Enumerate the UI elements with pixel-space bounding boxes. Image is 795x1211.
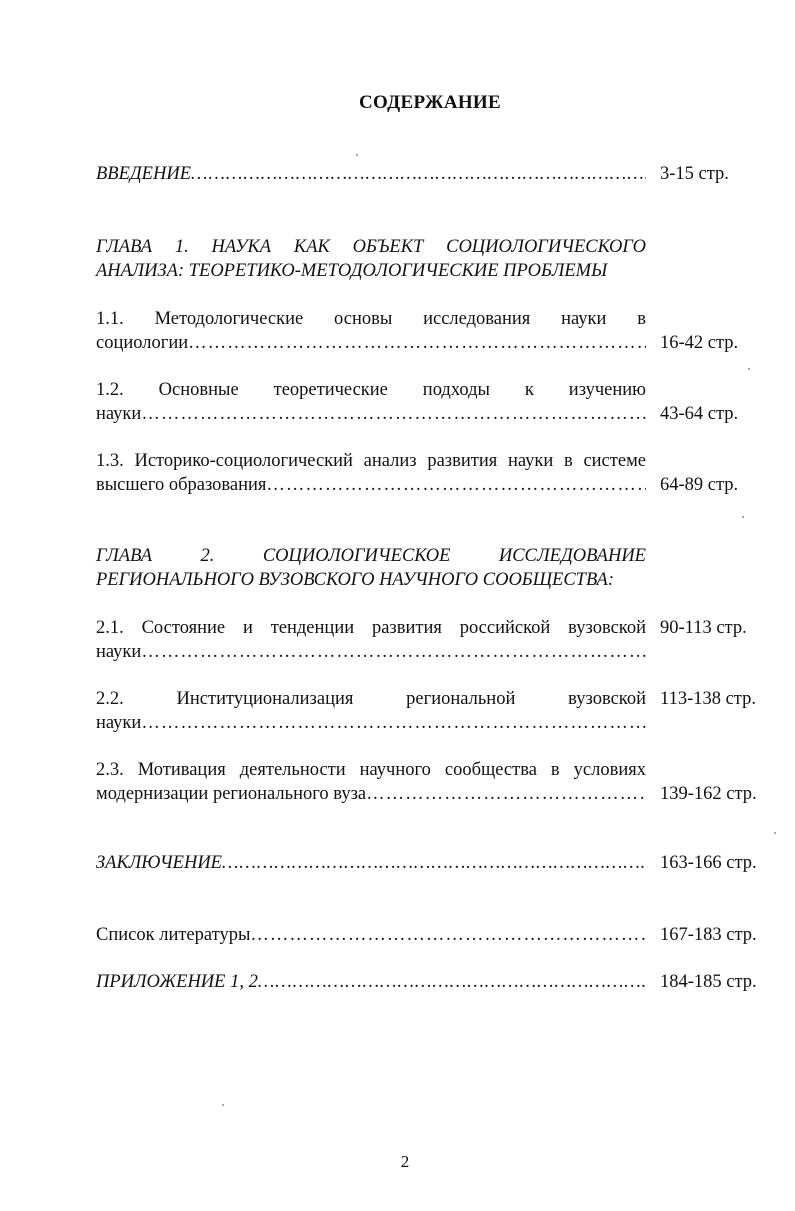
toc-entry-line: 2.2. Институционализация региональной вузовской	[96, 689, 646, 709]
toc-entry-1-2	[96, 378, 646, 426]
scan-speck	[742, 516, 744, 518]
leader-dots	[366, 784, 646, 804]
toc-page-ref: 64-89 стр.	[660, 475, 739, 495]
scan-speck	[222, 1104, 224, 1106]
toc-entry-label: ВВЕДЕНИЕ	[96, 164, 191, 184]
page-number: 2	[400, 1152, 410, 1171]
leader-dots	[191, 164, 646, 184]
toc-entry-line: науки	[96, 404, 142, 424]
leader-dots	[141, 713, 646, 733]
toc-entry-1-1	[96, 307, 646, 355]
toc-entry-introduction	[96, 162, 646, 186]
toc-page-ref: 3-15 стр.	[660, 164, 729, 184]
toc-entry-line: модернизации регионального вуза	[96, 784, 367, 804]
toc-entry-line: социологии	[96, 333, 189, 353]
toc-entry-2-2	[96, 687, 646, 735]
scan-speck	[748, 368, 750, 370]
toc-page-ref: 167-183 стр.	[660, 925, 757, 945]
title-area	[0, 0, 795, 130]
leader-dots	[188, 333, 646, 353]
leader-dots	[250, 925, 646, 945]
toc-entry-line: науки	[96, 642, 142, 662]
scan-speck	[356, 154, 358, 156]
scan-speck	[774, 832, 776, 834]
toc-entry-line: 1.1. Методологические основы исследования науки в	[96, 309, 646, 329]
toc-page-ref: 163-166 стр.	[660, 853, 757, 873]
leader-dots	[258, 972, 646, 992]
toc-entry-line: 1.2. Основные теоретические подходы к изучению	[96, 380, 646, 400]
leader-dots	[222, 853, 646, 873]
chapter-heading-line: ГЛАВА 1. НАУКА КАК ОБЪЕКТ СОЦИОЛОГИЧЕСКОГО	[96, 237, 646, 257]
toc-entry-references	[96, 923, 646, 947]
toc-page-ref: 43-64 стр.	[660, 404, 739, 424]
toc-entry-1-3	[96, 449, 646, 497]
toc-entry-line: 1.3. Историко-социологический анализ развития науки в системе	[96, 451, 646, 471]
toc-page-ref: 113-138 стр.	[660, 689, 756, 709]
chapter-heading-line: АНАЛИЗА: ТЕОРЕТИКО-МЕТОДОЛОГИЧЕСКИЕ ПРОБЛЕМЫ	[96, 261, 608, 281]
toc-entry-line: 2.1. Состояние и тенденции развития российской вузовской	[96, 618, 646, 638]
toc-entry-2-1	[96, 616, 646, 664]
chapter-2-heading	[96, 544, 646, 592]
toc-entry-line: науки	[96, 713, 142, 733]
toc-entry-appendix	[96, 970, 646, 994]
toc-entry-line: 2.3. Мотивация деятельности научного сообщества в условиях	[96, 760, 646, 780]
toc-entry-2-3	[96, 758, 646, 806]
chapter-1-heading	[96, 235, 646, 283]
toc-entry-line: высшего образования	[96, 475, 267, 495]
toc-entry-label: ПРИЛОЖЕНИЕ 1, 2	[96, 972, 258, 992]
toc-page-ref: 139-162 стр.	[660, 784, 757, 804]
toc-entry-label: ЗАКЛЮЧЕНИЕ	[96, 853, 222, 873]
toc-page-ref: 16-42 стр.	[660, 333, 739, 353]
page-title: СОДЕРЖАНИЕ	[359, 92, 501, 113]
leader-dots	[141, 642, 646, 662]
leader-dots	[141, 404, 646, 424]
chapter-heading-line: ГЛАВА 2. СОЦИОЛОГИЧЕСКОЕ ИССЛЕДОВАНИЕ	[96, 546, 646, 566]
toc-page-ref: 184-185 стр.	[660, 972, 757, 992]
toc-page-ref: 90-113 стр.	[660, 618, 747, 638]
toc-entry-label: Список литературы	[96, 925, 251, 945]
leader-dots	[266, 475, 646, 495]
toc-entry-conclusion	[96, 851, 646, 875]
chapter-heading-line: РЕГИОНАЛЬНОГО ВУЗОВСКОГО НАУЧНОГО СООБЩЕСТВА:	[96, 570, 614, 590]
